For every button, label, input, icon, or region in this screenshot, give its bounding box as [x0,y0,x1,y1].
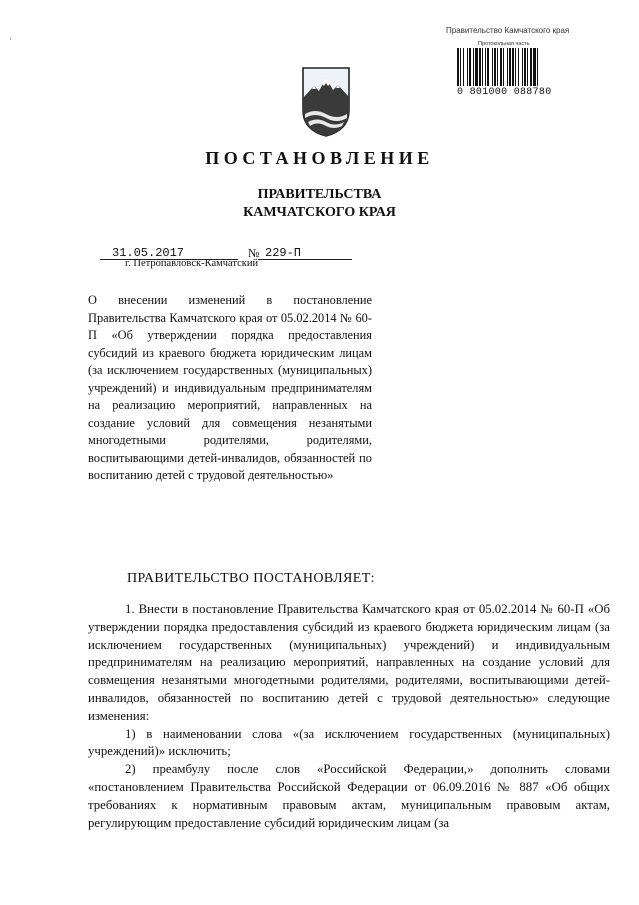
barcode-bar [467,48,468,86]
barcode-bar [460,48,461,86]
document-title: ПОСТАНОВЛЕНИЕ [205,148,434,168]
barcode-bar [494,48,496,86]
document-number: 229-П [265,246,302,260]
barcode-bar [482,48,483,86]
barcode-bar [533,48,536,86]
barcode-bar [522,48,523,86]
barcode-bar [527,48,528,86]
barcode-bar [507,48,508,86]
government-header-label: Правительство Камчатского края [446,26,570,35]
document-body [88,601,610,832]
barcode-bar [497,48,498,86]
barcode-bar [487,48,489,86]
scan-speck [10,37,11,40]
barcode-number: 0 801000 088780 [457,87,552,98]
number-sign: № [248,246,260,260]
barcode-bar [469,48,471,86]
barcode-bar [485,48,486,86]
kamchatka-emblem [300,66,352,138]
barcode-bar [475,48,478,86]
barcode-bar [509,48,511,86]
number-underline [258,259,352,260]
barcode-bar [530,48,532,86]
barcode-bar [537,48,538,86]
barcode-bar [463,48,464,86]
barcode-bar [512,48,514,86]
document-subject: О внесении изменений в постановление Правительства Камчатского края от 05.02.2014 № 60-П «Об утверждении порядка предоставления субсидий из краевого бюджета юридическим лицам (за исключением государственных (муниципальных) учреждений) и индивидуальным предпринимателям на реализацию мероприятий, направленных на создание условий для совмещения незанятыми многодетными родителями, родителями, воспитывающими детей-инвалидов, обязанностей по воспитанию детей с трудовой деятельностью» [88,293,372,482]
issuing-authority [0,186,639,222]
barcode-bar [457,48,459,86]
barcode-bar [500,48,502,86]
body-paragraph: 2) преамбулу после слов «Российской Федерации,» дополнить словами «постановлением Правительства Российской Федерации от 06.09.2016 № 887 «Об общих требованиях к нормативным правовым актам, муниципальным правовым актам, регулирующим предоставление субсидий юридическим лицам (за [88,762,610,830]
decree-heading: ПРАВИТЕЛЬСТВО ПОСТАНОВЛЯЕТ: [127,571,375,586]
authority-line-2: КАМЧАТСКОГО КРАЯ [243,205,396,220]
barcode-bar [524,48,526,86]
barcode-bar [518,48,519,86]
barcode-bar [479,48,481,86]
barcode-bar [492,48,493,86]
barcode [455,48,595,90]
body-paragraph: 1. Внести в постановление Правительства Камчатского края от 05.02.2014 № 60-П «Об утверждении порядка предоставления субсидий из краевого бюджета юридическим лицам (за исключением государственных (муниципальных) учреждений) и индивидуальным предпринимателям на реализацию мероприятий, направленных на создание условий для совмещения незанятыми многодетными родителями, родителями, воспитывающими детей-инвалидов, обязанностей по воспитанию детей с трудовой деятельностью» следующие изменения: [88,602,610,723]
barcode-bar [473,48,474,86]
authority-line-1: ПРАВИТЕЛЬСТВА [257,187,382,202]
barcode-bar [503,48,504,86]
barcode-section-label: Протокольная часть [478,41,530,47]
document-city: г. Петропавловск-Камчатский [125,258,259,269]
barcode-bar [515,48,516,86]
document-date: 31.05.2017 [112,246,185,260]
body-paragraph: 1) в наименовании слова «(за исключением государственных (муниципальных) учреждений)» исключить; [88,726,610,759]
